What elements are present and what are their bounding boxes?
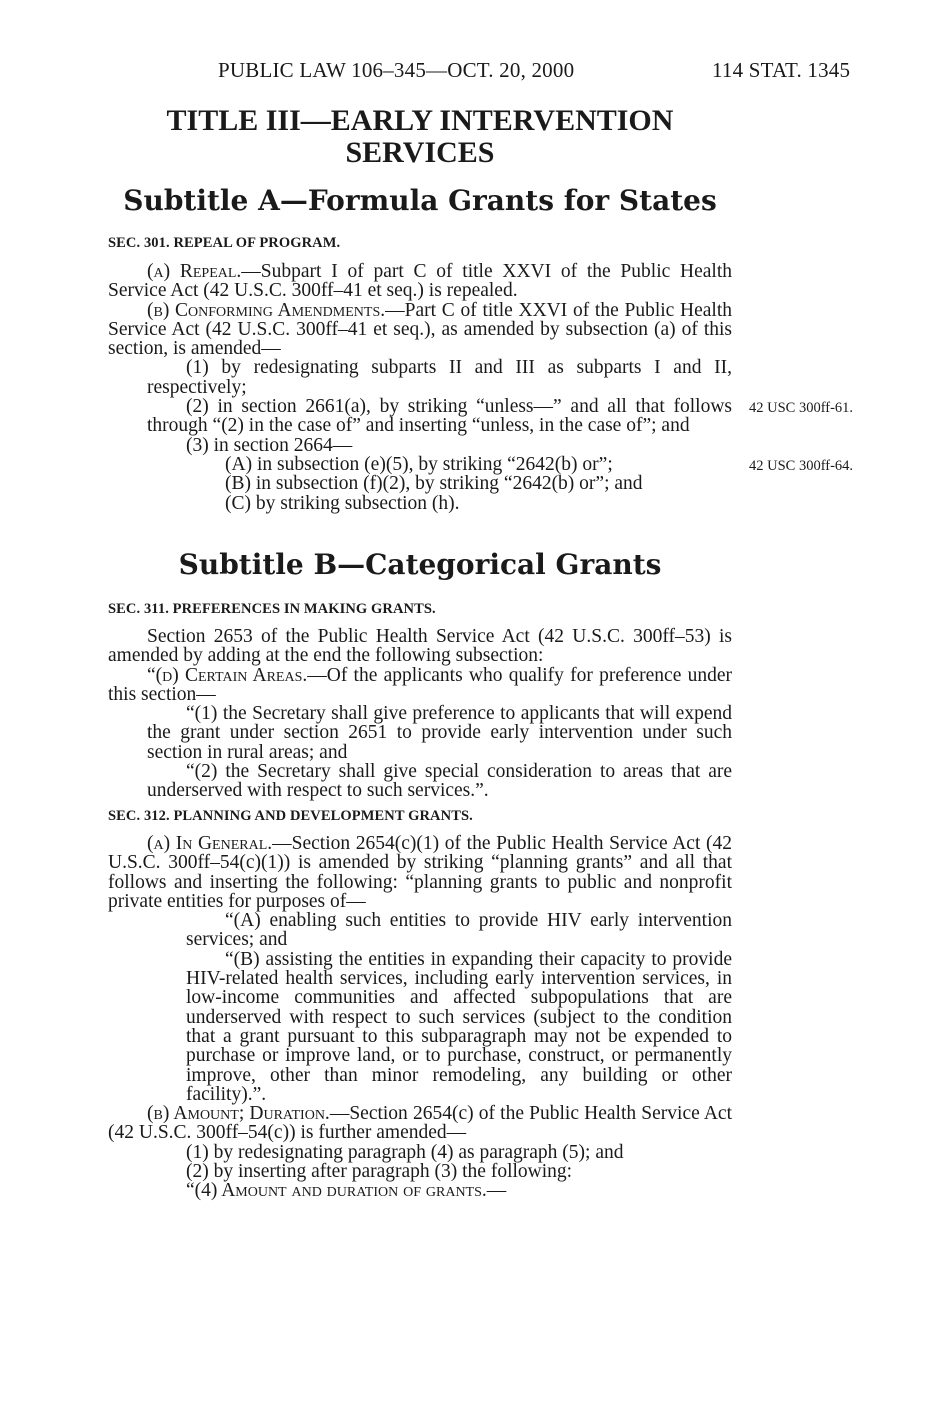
sec311-para-d: “(d) Certain Areas.—Of the applicants who qualify for preference under this section— [108,664,732,705]
margin-note-usc-61: 42 USC 300ff-61. [749,400,854,416]
sec312-para-1: (1) by redesignating paragraph (4) as paragraph (5); and [186,1141,624,1163]
sec312-para-a: (a) In General.—Section 2654(c)(1) of the Public Health Service Act (42 U.S.C. 300ff–54(c)(1)) is amended by striking “planning grants” and all that follows and inserting the following: “planning grants to public and nonprofit private entities for purposes of— [108,833,732,912]
sec301-para-1: (1) by redesignating subparts II and III as subparts I and II, respectively; [147,357,732,398]
running-header-left: PUBLIC LAW 106–345—OCT. 20, 2000 [218,58,575,82]
sec301-para-2: (2) in section 2661(a), by striking “unless—” and all that follows through “(2) in the case of” and inserting “unless, in the case of”; and [147,396,732,437]
subtitle-a-heading: Subtitle A—Formula Grants for States [123,184,717,217]
page-number-header: 114 STAT. 1345 [712,58,851,82]
section-312-body [108,834,732,1201]
title-heading: TITLE III—EARLY INTERVENTION SERVICES [166,104,674,169]
section-301-body [108,262,732,513]
sec312-para-A: “(A) enabling such entities to provide HIV early intervention services; and [186,910,732,951]
section-311-body [108,627,732,801]
sec311-intro: Section 2653 of the Public Health Service Act (42 U.S.C. 300ff–53) is amended by adding at the end the following subsection: [108,626,732,667]
sec301-para-b: (b) Conforming Amendments.—Part C of title XXVI of the Public Health Service Act (42 U.S.C. 300ff–41 et seq.), as amended by subsection (a) of this section, is amended— [108,299,733,360]
section-312-heading: SEC. 312. PLANNING AND DEVELOPMENT GRANTS. [108,808,473,824]
sec312-para-4: “(4) Amount and duration of grants.— [186,1180,507,1202]
sec312-para-b: (b) Amount; Duration.—Section 2654(c) of the Public Health Service Act (42 U.S.C. 300ff–54(c)) is further amended— [108,1103,732,1144]
sec312-para-2: (2) by inserting after paragraph (3) the following: [186,1161,573,1183]
sec301-para-C: (C) by striking subsection (h). [225,492,460,514]
sec301-para-3: (3) in section 2664— [186,434,353,456]
subtitle-b-heading: Subtitle B—Categorical Grants [178,548,662,581]
sec311-para-2: “(2) the Secretary shall give special consideration to areas that are underserved with respect to such services.”. [147,761,732,802]
sec312-para-B: “(B) assisting the entities in expanding their capacity to provide HIV-related health services, including early intervention services, in low-income communities and affected subpopulations that are underserved with respect to such services (subject to the condition that a grant pursuant to this subparagraph may not be expended to purchase or improve land, or to purchase, construct, or permanently improve, other than minor remodeling, any building or other facility).”. [186,948,732,1105]
margin-note-usc-64: 42 USC 300ff-64. [749,458,854,474]
sec311-para-1: “(1) the Secretary shall give preference to applicants that will expend the grant under section 2651 to provide early intervention under such section in rural areas; and [147,703,732,763]
section-311-heading: SEC. 311. PREFERENCES IN MAKING GRANTS. [108,601,436,617]
sec301-para-A: (A) in subsection (e)(5), by striking “2642(b) or”; [225,453,613,475]
sec301-para-a: (a) Repeal.—Subpart I of part C of title XXVI of the Public Health Service Act (42 U.S.C. 300ff–41 et seq.) is repealed. [108,261,733,302]
sec301-para-B: (B) in subsection (f)(2), by striking “2642(b) or”; and [225,473,643,495]
section-301-heading: SEC. 301. REPEAL OF PROGRAM. [108,235,341,251]
